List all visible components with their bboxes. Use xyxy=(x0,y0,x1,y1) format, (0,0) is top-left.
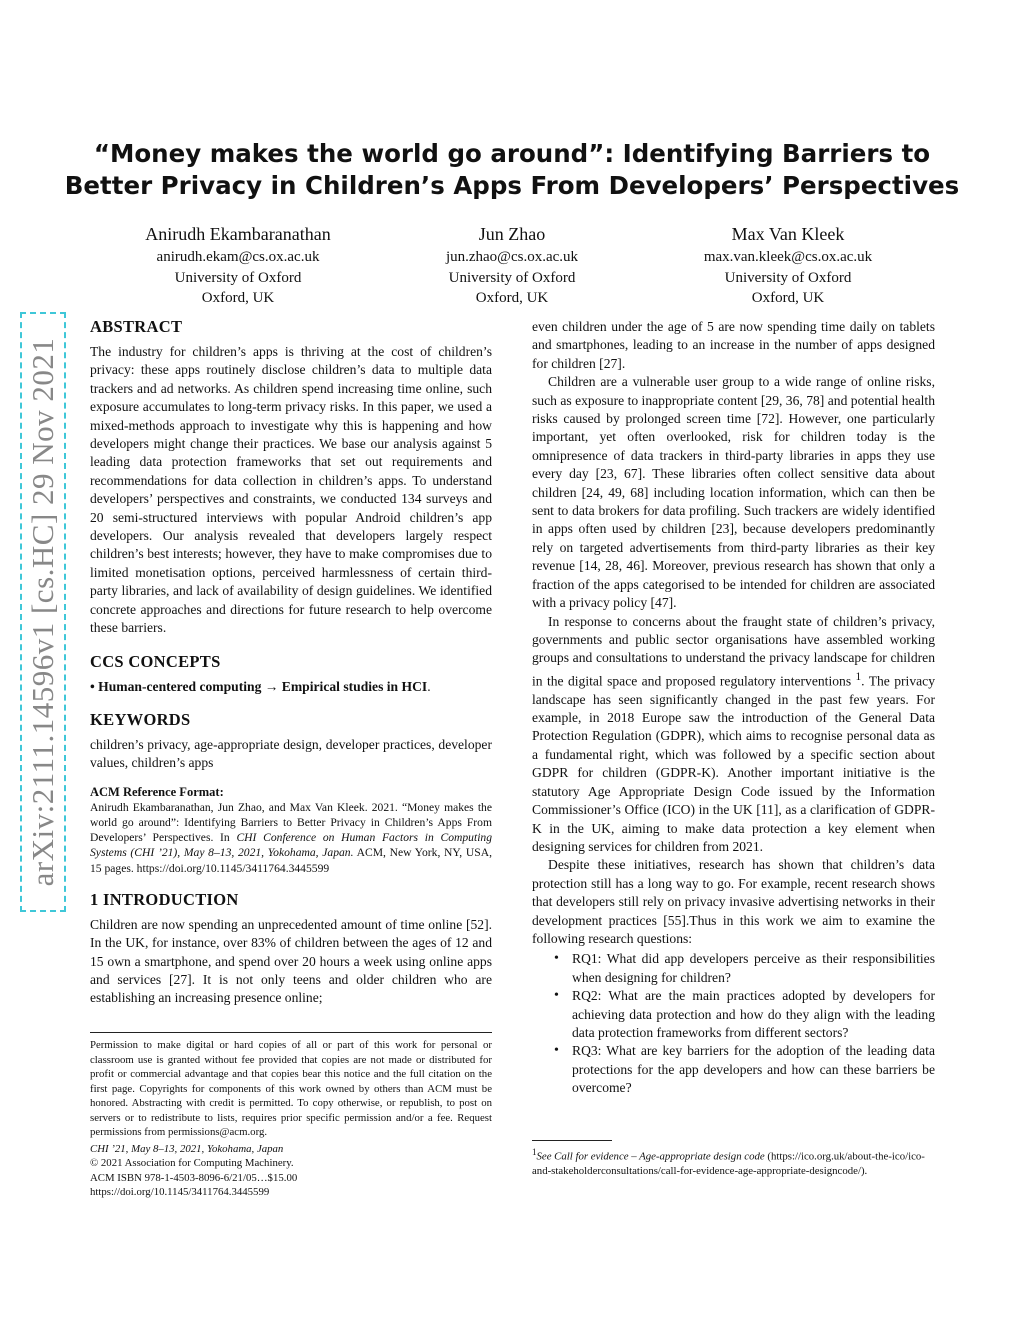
body-text: In response to concerns about the fraught state of children’s privacy, governments and public sector organisations have assembled working groups and consultations to understand the privacy landscape for children in the digital space and proposed regulatory interventions xyxy=(532,613,935,689)
ccs-period: . xyxy=(427,678,431,694)
left-column xyxy=(90,317,492,1008)
ccs-text: • Human-centered computing → Empirical studies in HCI xyxy=(90,678,428,694)
footnote-divider xyxy=(532,1140,612,1141)
body-paragraph: even children under the age of 5 are now spending time daily on tablets and smartphones, leading to an increase in the number of apps designed for children [27]. xyxy=(532,319,935,371)
intro-heading: 1 INTRODUCTION xyxy=(90,889,239,909)
author-affiliation: University of Oxford xyxy=(174,269,302,286)
ccs-concepts xyxy=(90,678,492,696)
arxiv-id: arXiv:2111.14596v1 [cs.HC] 29 Nov 2021 xyxy=(25,337,60,887)
author-name: Jun Zhao xyxy=(478,224,546,244)
author-block xyxy=(638,223,938,309)
footnote-url[interactable]: (https://ico.org.uk/about-the-ico/ico-and-stakeholderconsultations/call-for-evidence-age-appropriate-designcode/). xyxy=(532,1150,925,1178)
isbn-line: ACM ISBN 978-1-4503-8096-6/21/05…$15.00 xyxy=(90,1171,298,1184)
author-block xyxy=(362,223,662,309)
abstract-text: The industry for children’s apps is thriving at the cost of children’s privacy: these apps routinely disclose children’s data to multiple data trackers and ad networks. As children spend increasing time online, such exposure accumulates to long-term privacy risks. In this paper, we used a mixed-methods approach to investigate why this is happening and how developers might change their practices. We base our analysis against 5 leading data protection frameworks that set out requirements and recommendations for data collection in children’s apps. To understand developers’ perspectives and constraints, we conducted 134 surveys and 20 semi-structured interviews with popular Android children’s app developers. Our analysis revealed that developers largely respect children’s best interests; however, they have to make compromises due to limited monetisation options, perceived harmlessness of certain third-party libraries, and lack of availability of design guidelines. We identified concrete approaches and directions for future research to help overcome these barriers. xyxy=(90,344,492,636)
research-questions xyxy=(532,950,935,1097)
body-paragraph xyxy=(532,613,935,857)
research-question-item: • RQ1: What did app developers perceive as their responsibilities when designing for children? xyxy=(532,950,935,987)
acm-reference xyxy=(90,800,492,876)
author-email[interactable]: anirudh.ekam@cs.ox.ac.uk xyxy=(156,249,320,265)
acm-ref-part1: Anirudh Ekambaranathan, Jun Zhao, and Max Van Kleek. 2021. “Money makes the world go around”: Identifying Barriers to Better Privacy in Children’s Apps From Developers’ Perspectives. In xyxy=(90,800,492,845)
footnote-mark: 1 xyxy=(532,1147,537,1157)
right-column xyxy=(532,318,935,1098)
paper-title xyxy=(60,138,964,202)
author-location: Oxford, UK xyxy=(201,290,275,306)
author-location: Oxford, UK xyxy=(475,290,549,306)
footnote-title: See Call for evidence – Age-appropriate design code xyxy=(536,1150,765,1163)
body-text: . The privacy landscape has seen significantly changed in the past few years. For example, in 2018 Europe saw the introduction of the General Data Protection Regulation (GDPR), which aims to recognise personal data as a fundamental right, which was followed by a specific section about GDPR for children (GDPR-K). Another important initiative is the statutory Age Appropriate Design Code issued by the Information Commissioner’s Office (ICO) in the UK [11], as a clarification of GDPR-K in the UK, aiming to make data protection a key element when designing services for children from 2021. xyxy=(532,673,935,854)
abstract-heading: ABSTRACT xyxy=(90,317,183,336)
ccs-heading: CCS CONCEPTS xyxy=(90,651,221,671)
author-block xyxy=(88,223,388,309)
footnote-ref[interactable]: 1 xyxy=(855,670,862,683)
conference-line: CHI ’21, May 8–13, 2021, Yokohama, Japan xyxy=(90,1142,284,1155)
intro-paragraph: Children are now spending an unprecedented amount of time online [52]. In the UK, for instance, over 83% of children between the ages of 12 and 15 own a smartphone, and spend over 20 hours a week using online apps and services [27]. It is not only teens and older children who are establishing an increasing presence online; xyxy=(90,916,492,1006)
keywords-heading: KEYWORDS xyxy=(90,709,191,729)
author-affiliation: University of Oxford xyxy=(448,269,576,286)
body-paragraph: Despite these initiatives, research has shown that children’s data protection still has a long way to go. For example, recent research shows that developers still rely on privacy invasive advertising networks in their development practices [55].Thus in this work we aim to examine the following research questions: xyxy=(532,857,935,946)
title-line-2: Better Privacy in Children’s Apps From Developers’ Perspectives xyxy=(64,171,960,200)
author-name: Anirudh Ekambaranathan xyxy=(145,224,331,244)
author-email[interactable]: jun.zhao@cs.ox.ac.uk xyxy=(445,249,579,265)
arxiv-stamp xyxy=(20,312,66,912)
footer-divider xyxy=(90,1032,492,1033)
author-email[interactable]: max.van.kleek@cs.ox.ac.uk xyxy=(703,249,873,265)
acm-ref-venue: CHI Conference on Human Factors in Computing Systems (CHI ’21), May 8–13, 2021, Yokohama, Japan. xyxy=(90,831,493,860)
acm-ref-heading: ACM Reference Format: xyxy=(90,784,224,799)
body-paragraph: Children are a vulnerable user group to a wide range of online risks, such as exposure to inappropriate content [29, 36, 78] and potential health risks caused by prolonged screen time [72]. However, one particularly important, yet often overlooked, risk for children today is the omnipresence of data trackers in third-party libraries in apps they use every day [23, 67]. These libraries often collect sensitive data about children [24, 49, 68] including location information, which can then be sent to data brokers for data profiling. Such trackers are widely identified in apps often used by children [23], because developers predominantly rely on targeted advertisements from third-party libraries as their key revenue [14, 28, 46]. Moreover, previous research has shown that only a fraction of the apps categorised to be intended for children are associated with a privacy policy [47]. xyxy=(532,374,935,611)
acm-ref-part2: ACM, New York, NY, USA, 15 pages. https://doi.org/10.1145/3411764.3445599 xyxy=(90,846,493,875)
copyright-block xyxy=(90,1038,492,1200)
author-location: Oxford, UK xyxy=(751,290,825,306)
research-question-item: • RQ2: What are the main practices adopted by developers for achieving data protection and how do they align with the leading data protection frameworks from different sectors? xyxy=(532,987,935,1042)
doi-link[interactable]: https://doi.org/10.1145/3411764.3445599 xyxy=(90,1186,270,1198)
author-name: Max Van Kleek xyxy=(731,224,845,244)
research-question-item: • RQ3: What are key barriers for the adoption of the leading data protections for the app developers and how can these barriers be overcome? xyxy=(532,1042,935,1097)
title-line-1: “Money makes the world go around”: Identifying Barriers to xyxy=(93,139,931,168)
permission-notice: Permission to make digital or hard copies of all or part of this work for personal or classroom use is granted without fee provided that copies are not made or distributed for profit or commercial advantage and that copies bear this notice and the full citation on the first page. Copyrights for components of this work owned by others than ACM must be honored. Abstracting with credit is permitted. To copy otherwise, or republish, to post on servers or to redistribute to lists, requires prior specific permission and/or a fee. Request permissions from permissions@acm.org. xyxy=(90,1039,492,1138)
footnote xyxy=(532,1145,935,1179)
copyright-line: © 2021 Association for Computing Machinery. xyxy=(90,1157,294,1169)
author-affiliation: University of Oxford xyxy=(724,269,852,286)
keywords-text: children’s privacy, age-appropriate design, developer practices, developer values, children’s apps xyxy=(90,736,492,771)
